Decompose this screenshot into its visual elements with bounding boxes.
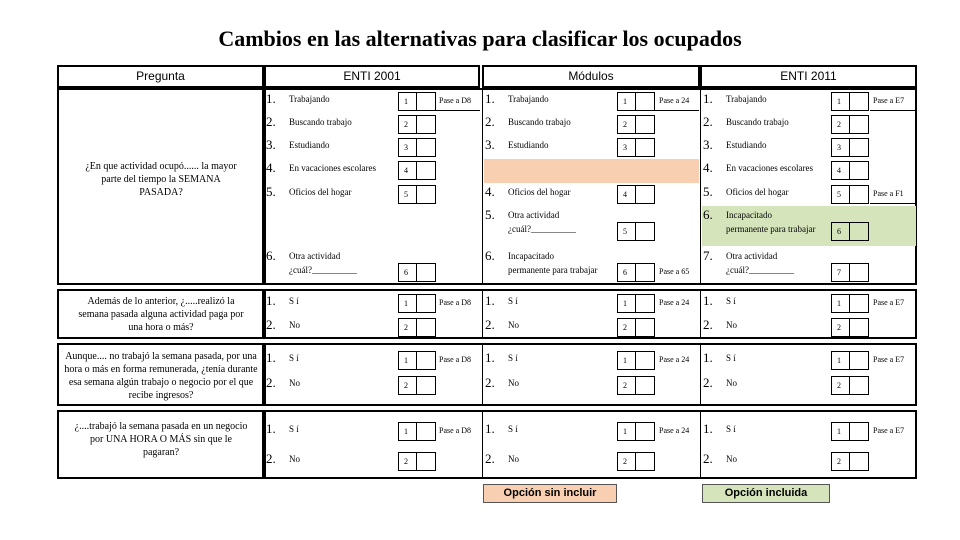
column-divider <box>700 88 701 285</box>
answer-code: 2 <box>404 120 408 129</box>
option-label: S í <box>289 353 299 363</box>
option-number: 1. <box>266 350 276 365</box>
answer-code: 2 <box>623 120 627 129</box>
answer-code: 2 <box>837 323 841 332</box>
answer-code: 1 <box>837 356 841 365</box>
option-number: 2. <box>703 451 713 466</box>
box-divider <box>849 377 850 394</box>
box-divider <box>416 319 417 336</box>
column-divider <box>482 410 483 479</box>
answer-code: 2 <box>404 381 408 390</box>
answer-code: 6 <box>404 268 408 277</box>
box-divider <box>416 352 417 369</box>
option-label: No <box>508 454 519 464</box>
answer-code-box[interactable] <box>398 92 436 111</box>
option-number: 1. <box>703 421 713 436</box>
q4-answers-frame <box>264 410 917 479</box>
box-divider <box>849 139 850 156</box>
box-divider <box>416 453 417 470</box>
option-label: No <box>289 378 300 388</box>
box-divider <box>849 453 850 470</box>
option-number: 1. <box>703 293 713 308</box>
option-sublabel: permanente para trabajar <box>508 265 598 275</box>
option-label: En vacaciones escolares <box>726 163 813 173</box>
answer-code: 1 <box>623 299 627 308</box>
box-divider <box>849 186 850 203</box>
answer-code: 5 <box>404 190 408 199</box>
answer-code-box[interactable] <box>398 263 436 282</box>
answer-code: 1 <box>404 97 408 106</box>
box-divider <box>849 319 850 336</box>
skip-instruction: Pase a 24 <box>659 96 690 105</box>
answer-code-box[interactable] <box>398 376 436 395</box>
answer-code-box[interactable] <box>617 92 655 111</box>
answer-code-box[interactable] <box>617 294 655 313</box>
answer-code-box[interactable] <box>831 452 869 471</box>
option-label: Oficios del hogar <box>289 187 352 197</box>
column-divider <box>700 343 701 406</box>
option-number: 2. <box>485 375 495 390</box>
column-divider <box>700 289 701 339</box>
answer-code: 2 <box>404 457 408 466</box>
skip-instruction: Pase a F1 <box>873 189 904 198</box>
answer-code-box[interactable] <box>398 138 436 157</box>
answer-code: 6 <box>837 227 841 236</box>
option-number: 1. <box>485 91 495 106</box>
option-label: Estudiando <box>726 140 767 150</box>
box-divider <box>416 93 417 110</box>
box-divider <box>849 162 850 179</box>
answer-code-box[interactable] <box>617 138 655 157</box>
option-label: S í <box>726 296 736 306</box>
answer-code: 4 <box>623 190 627 199</box>
box-divider <box>849 295 850 312</box>
option-label: Trabajando <box>726 94 767 104</box>
answer-code: 2 <box>837 381 841 390</box>
box-divider <box>849 264 850 281</box>
answer-code: 1 <box>404 427 408 436</box>
box-divider <box>635 319 636 336</box>
q1-question-text: ¿En que actividad ocupó...... la mayor parte del tiempo la SEMANA PASADA? <box>85 161 237 198</box>
option-number: 2. <box>266 317 276 332</box>
answer-code-box[interactable] <box>831 376 869 395</box>
option-number: 3. <box>703 137 713 152</box>
box-divider <box>635 264 636 281</box>
q2-answers-frame <box>264 289 917 339</box>
option-number: 2. <box>266 375 276 390</box>
option-label: No <box>726 320 737 330</box>
option-label: Estudiando <box>289 140 330 150</box>
option-number: 3. <box>266 137 276 152</box>
answer-code: 7 <box>837 268 841 277</box>
answer-code-box[interactable] <box>398 294 436 313</box>
answer-code: 1 <box>623 97 627 106</box>
box-divider <box>635 377 636 394</box>
answer-code-box[interactable] <box>831 161 869 180</box>
answer-code-box[interactable] <box>831 263 869 282</box>
option-sublabel: ¿cuál?__________ <box>289 265 357 275</box>
option-label: Buscando trabajo <box>726 117 789 127</box>
option-number: 7. <box>703 248 713 263</box>
box-divider <box>849 116 850 133</box>
row-line <box>436 110 480 111</box>
skip-instruction: Pase a E7 <box>873 426 905 435</box>
answer-code-box[interactable] <box>617 351 655 370</box>
box-divider <box>416 162 417 179</box>
option-label: Trabajando <box>508 94 549 104</box>
option-number: 2. <box>703 114 713 129</box>
answer-code-box[interactable] <box>831 115 869 134</box>
option-number: 2. <box>266 114 276 129</box>
box-divider <box>635 139 636 156</box>
option-number: 2. <box>485 451 495 466</box>
box-divider <box>416 264 417 281</box>
option-label: Trabajando <box>289 94 330 104</box>
excluded-option-band <box>484 159 699 183</box>
answer-code: 1 <box>623 356 627 365</box>
answer-code-box[interactable] <box>831 422 869 441</box>
option-number: 1. <box>266 91 276 106</box>
answer-code-box[interactable] <box>831 222 869 241</box>
header-enti2011: ENTI 2011 <box>780 69 837 83</box>
page-title: Cambios en las alternativas para clasificar los ocupados <box>218 26 742 51</box>
box-divider <box>635 453 636 470</box>
box-divider <box>635 223 636 240</box>
skip-instruction: Pase a D8 <box>439 355 471 364</box>
answer-code: 1 <box>837 299 841 308</box>
row-line <box>870 110 916 111</box>
option-label: Incapacitado <box>726 210 772 220</box>
answer-code: 1 <box>623 427 627 436</box>
option-number: 6. <box>266 248 276 263</box>
q1-answers-frame <box>264 88 917 285</box>
option-number: 4. <box>485 184 495 199</box>
skip-instruction: Pase a D8 <box>439 96 471 105</box>
box-divider <box>635 423 636 440</box>
option-number: 1. <box>266 293 276 308</box>
box-divider <box>849 352 850 369</box>
answer-code-box[interactable] <box>617 115 655 134</box>
option-number: 1. <box>485 421 495 436</box>
option-number: 4. <box>703 160 713 175</box>
answer-code: 2 <box>623 381 627 390</box>
option-label: S í <box>289 296 299 306</box>
skip-instruction: Pase a 65 <box>659 267 690 276</box>
box-divider <box>849 223 850 240</box>
answer-code: 3 <box>837 143 841 152</box>
option-label: S í <box>289 424 299 434</box>
answer-code: 4 <box>404 166 408 175</box>
option-number: 5. <box>485 207 495 222</box>
answer-code: 1 <box>837 97 841 106</box>
option-number: 2. <box>485 114 495 129</box>
answer-code-box[interactable] <box>617 376 655 395</box>
answer-code-box[interactable] <box>831 351 869 370</box>
q2-question-text: Además de lo anterior, ¿.....realizó la semana pasada alguna actividad paga por una hora o más? <box>78 296 244 333</box>
answer-code: 5 <box>623 227 627 236</box>
legend-included: Opción incluida <box>702 484 830 503</box>
box-divider <box>635 93 636 110</box>
option-label: No <box>289 320 300 330</box>
answer-code-box[interactable] <box>617 185 655 204</box>
answer-code: 2 <box>623 457 627 466</box>
skip-instruction: Pase a D8 <box>439 426 471 435</box>
skip-instruction: Pase a D8 <box>439 298 471 307</box>
answer-code: 3 <box>404 143 408 152</box>
header-pregunta: Pregunta <box>136 69 185 83</box>
skip-instruction: Pase a 24 <box>659 355 690 364</box>
option-sublabel: permanente para trabajar <box>726 224 816 234</box>
answer-code-box[interactable] <box>398 422 436 441</box>
answer-code-box[interactable] <box>831 138 869 157</box>
option-number: 5. <box>703 184 713 199</box>
option-label: Otra actividad <box>508 210 560 220</box>
box-divider <box>416 295 417 312</box>
answer-code-box[interactable] <box>617 452 655 471</box>
row-line <box>870 203 916 204</box>
answer-code: 4 <box>837 166 841 175</box>
option-label: Incapacitado <box>508 251 554 261</box>
box-divider <box>635 295 636 312</box>
box-divider <box>849 423 850 440</box>
option-sublabel: ¿cuál?__________ <box>726 265 794 275</box>
answer-code: 2 <box>837 120 841 129</box>
box-divider <box>416 116 417 133</box>
option-number: 1. <box>266 421 276 436</box>
row-line <box>655 110 699 111</box>
box-divider <box>416 423 417 440</box>
box-divider <box>635 116 636 133</box>
option-label: Otra actividad <box>726 251 778 261</box>
option-number: 1. <box>485 350 495 365</box>
option-label: S í <box>508 424 518 434</box>
box-divider <box>635 186 636 203</box>
option-label: Buscando trabajo <box>508 117 571 127</box>
column-divider <box>482 289 483 339</box>
answer-code-box[interactable] <box>398 161 436 180</box>
option-label: Oficios del hogar <box>508 187 571 197</box>
answer-code-box[interactable] <box>398 318 436 337</box>
option-label: S í <box>508 296 518 306</box>
option-number: 2. <box>703 375 713 390</box>
option-number: 2. <box>703 317 713 332</box>
option-number: 1. <box>703 350 713 365</box>
answer-code-box[interactable] <box>398 115 436 134</box>
column-divider <box>482 88 483 285</box>
q4-question-text: ¿....trabajó la semana pasada en un negocio por UNA HORA O MÁS sin que le pagaran? <box>74 421 248 458</box>
option-label: No <box>289 454 300 464</box>
answer-code-box[interactable] <box>831 92 869 111</box>
q3-answers-frame <box>264 343 917 406</box>
box-divider <box>416 139 417 156</box>
answer-code-box[interactable] <box>617 222 655 241</box>
box-divider <box>416 186 417 203</box>
answer-code: 1 <box>404 299 408 308</box>
answer-code-box[interactable] <box>831 318 869 337</box>
box-divider <box>416 377 417 394</box>
option-number: 2. <box>266 451 276 466</box>
option-label: S í <box>508 353 518 363</box>
skip-instruction: Pase a 24 <box>659 426 690 435</box>
skip-instruction: Pase a 24 <box>659 298 690 307</box>
answer-code-box[interactable] <box>831 294 869 313</box>
skip-instruction: Pase a E7 <box>873 355 905 364</box>
box-divider <box>849 93 850 110</box>
column-divider <box>482 343 483 406</box>
box-divider <box>635 352 636 369</box>
answer-code-box[interactable] <box>398 452 436 471</box>
answer-code: 1 <box>404 356 408 365</box>
legend-excluded: Opción sin incluir <box>483 484 617 503</box>
option-number: 1. <box>485 293 495 308</box>
option-label: Estudiando <box>508 140 549 150</box>
option-number: 6. <box>485 248 495 263</box>
q3-question-text: Aunque.... no trabajó la semana pasada, por una hora o más en forma remunerada, ¿tenía durante esa semana algún trabajo o negocio por el que recibe ingresos? <box>64 351 258 401</box>
option-number: 5. <box>266 184 276 199</box>
option-label: Buscando trabajo <box>289 117 352 127</box>
header-modulos: Módulos <box>568 69 614 83</box>
header-enti2001: ENTI 2001 <box>343 69 401 83</box>
option-label: S í <box>726 424 736 434</box>
skip-instruction: Pase a E7 <box>873 298 905 307</box>
option-label: S í <box>726 353 736 363</box>
option-number: 1. <box>703 91 713 106</box>
answer-code-box[interactable] <box>617 318 655 337</box>
answer-code: 2 <box>404 323 408 332</box>
option-sublabel: ¿cuál?__________ <box>508 224 576 234</box>
answer-code: 2 <box>837 457 841 466</box>
answer-code-box[interactable] <box>398 185 436 204</box>
column-divider <box>700 410 701 479</box>
option-label: En vacaciones escolares <box>289 163 376 173</box>
answer-code: 5 <box>837 190 841 199</box>
option-label: No <box>726 454 737 464</box>
answer-code: 6 <box>623 268 627 277</box>
answer-code: 1 <box>837 427 841 436</box>
option-number: 6. <box>703 207 713 222</box>
option-label: Otra actividad <box>289 251 341 261</box>
answer-code-box[interactable] <box>617 263 655 282</box>
option-label: Oficios del hogar <box>726 187 789 197</box>
answer-code: 3 <box>623 143 627 152</box>
answer-code-box[interactable] <box>617 422 655 441</box>
answer-code-box[interactable] <box>831 185 869 204</box>
option-label: No <box>508 378 519 388</box>
option-number: 2. <box>485 317 495 332</box>
option-label: No <box>726 378 737 388</box>
answer-code: 2 <box>623 323 627 332</box>
option-label: No <box>508 320 519 330</box>
option-number: 3. <box>485 137 495 152</box>
option-number: 4. <box>266 160 276 175</box>
answer-code-box[interactable] <box>398 351 436 370</box>
skip-instruction: Pase a E7 <box>873 96 905 105</box>
